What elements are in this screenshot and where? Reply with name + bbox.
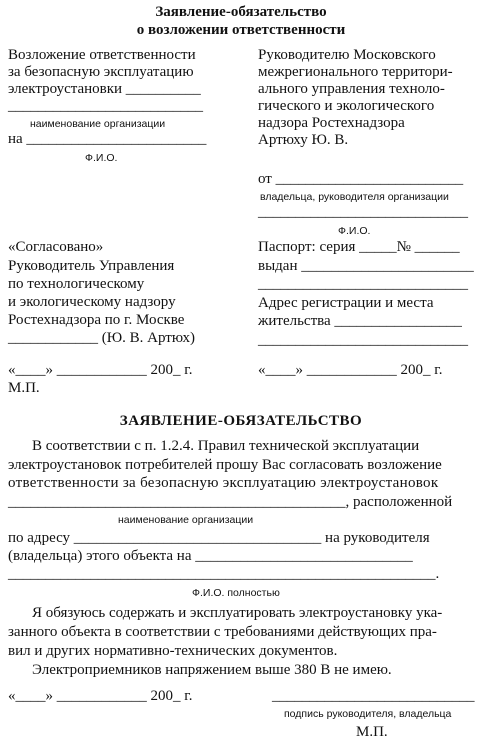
main-date-field[interactable]: «____» ____________ 200_ г. — [8, 688, 193, 704]
caption-org-main: наименование организации — [118, 514, 254, 526]
from-field[interactable]: от _________________________ — [258, 171, 464, 187]
agreed-line-2: Руководитель Управления — [8, 258, 175, 274]
statement-heading: ЗАЯВЛЕНИЕ-ОБЯЗАТЕЛЬСТВО — [119, 413, 363, 429]
caption-fio-full: Ф.И.О. полностью — [192, 587, 280, 599]
caption-owner: владельца, руководителя организации — [260, 191, 449, 203]
issued-extra-field[interactable]: ____________________________ — [258, 276, 468, 292]
right-line-4: гического и экологического — [258, 98, 435, 114]
document-subtitle: о возложении ответственности — [136, 22, 346, 38]
agreed-line-4: и экологическому надзору — [8, 294, 176, 310]
agreed-label: «Согласовано» — [8, 239, 104, 255]
signature-field[interactable]: ___________________________ — [272, 688, 475, 704]
left-line-1: Возложение ответственности — [8, 47, 196, 63]
p1-line-4[interactable]: _____________________________________________, расположенной — [8, 494, 453, 510]
caption-signature: подпись руководителя, владельца — [284, 708, 452, 720]
p2-line-2: занного объекта в соответствии с требованиями действующих пра- — [8, 624, 437, 640]
address-extra-field[interactable]: ____________________________ — [258, 332, 468, 348]
address-field[interactable]: жительства _________________ — [258, 313, 462, 329]
agreed-signature[interactable]: ____________ (Ю. В. Артюх) — [8, 330, 195, 346]
caption-org-name: наименование организации — [30, 118, 166, 130]
agreed-stamp: М.П. — [8, 380, 40, 396]
owner-name-field[interactable]: ____________________________ — [258, 204, 468, 220]
caption-fio-left: Ф.И.О. — [85, 152, 118, 164]
document-title: Заявление-обязательство — [155, 4, 327, 20]
left-line-na: на ________________________ — [8, 131, 207, 147]
caption-fio-right: Ф.И.О. — [338, 225, 371, 237]
p1-line-3: ответственности за безопасную эксплуатацию электроустановок — [8, 475, 439, 491]
p1-line-1: В соответствии с п. 1.2.4. Правил технической эксплуатации — [32, 438, 420, 454]
agreed-line-5: Ростехнадзора по г. Москве — [8, 312, 185, 328]
main-stamp: М.П. — [356, 724, 388, 740]
p2-line-1: Я обязуюсь содержать и эксплуатировать электроустановку ука- — [32, 605, 443, 621]
p1-line-5[interactable]: по адресу _________________________________ на руководителя — [8, 530, 430, 546]
p3-line: Электроприемников напряжением выше 380 В не имею. — [32, 662, 392, 678]
p1-line-2: электроустановок потребителей прошу Вас согласовать возложение — [8, 457, 442, 473]
right-line-3: ального управления техноло- — [258, 81, 445, 97]
p1-line-7[interactable]: _________________________________________________________. — [8, 566, 440, 582]
agreed-line-3: по технологическому — [8, 276, 145, 292]
right-line-5: надзора Ростехнадзора — [258, 115, 405, 131]
p2-line-3: вил и других нормативно-технических документов. — [8, 643, 338, 659]
right-line-2: межрегионального территори- — [258, 64, 453, 80]
left-line-2: за безопасную эксплуатацию — [8, 64, 194, 80]
address-label: Адрес регистрации и места — [258, 295, 434, 311]
p1-line-6[interactable]: (владельца) этого объекта на _____________________________ — [8, 548, 413, 564]
right-line-6: Артюху Ю. В. — [258, 132, 349, 148]
left-line-4: __________________________ — [8, 98, 203, 114]
passport-field[interactable]: Паспорт: серия _____№ ______ — [258, 239, 460, 255]
right-date-field[interactable]: «____» ____________ 200_ г. — [258, 362, 443, 378]
issued-field[interactable]: выдан _______________________ — [258, 258, 474, 274]
left-line-3: электроустановки __________ — [8, 81, 201, 97]
agreed-date-field[interactable]: «____» ____________ 200_ г. — [8, 362, 193, 378]
right-line-1: Руководителю Московского — [258, 47, 436, 63]
